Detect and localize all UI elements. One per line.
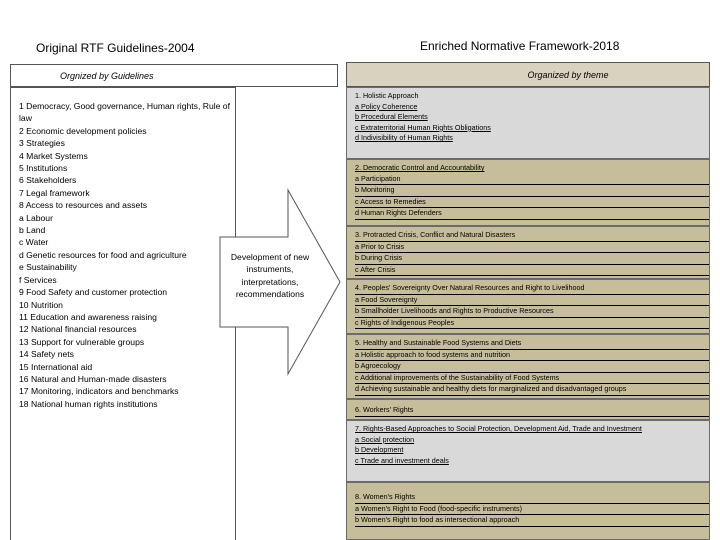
guideline-item: c Water bbox=[19, 237, 49, 248]
guideline-item: 16 Natural and Human-made disasters bbox=[19, 373, 167, 384]
theme-item: c Extraterritorial Human Rights Obligations bbox=[355, 122, 491, 132]
theme-section-5 bbox=[346, 334, 710, 399]
theme-section-8 bbox=[346, 482, 710, 540]
guideline-item: 4 Market Systems bbox=[19, 150, 88, 161]
guideline-item: 12 National financial resources bbox=[19, 324, 137, 335]
theme-title: 7. Rights-Based Approaches to Social Protection, Development Aid, Trade and Investment bbox=[355, 424, 642, 433]
guideline-item: 9 Food Safety and customer protection bbox=[19, 287, 168, 298]
theme-item: b Monitoring bbox=[355, 185, 709, 197]
theme-title: 2. Democratic Control and Accountability bbox=[355, 163, 485, 172]
guideline-item: a Labour bbox=[19, 212, 53, 223]
guideline-item: b Land bbox=[19, 225, 46, 236]
guideline-item: 6 Stakeholders bbox=[19, 175, 77, 186]
theme-item: c Access to Remedies bbox=[355, 197, 709, 209]
theme-item: c Rights of Indigenous Peoples bbox=[355, 318, 709, 330]
theme-item: d Human Rights Defenders bbox=[355, 208, 709, 220]
guideline-item: 14 Safety nets bbox=[19, 349, 74, 360]
guideline-item: d Genetic resources for food and agriculture bbox=[19, 249, 187, 260]
guideline-item: 8 Access to resources and assets bbox=[19, 200, 148, 211]
theme-title: 1. Holistic Approach bbox=[355, 91, 419, 100]
theme-item: b Development bbox=[355, 445, 404, 455]
theme-item: c After Crisis bbox=[355, 265, 709, 277]
theme-item: d Indivisibility of Human Rights bbox=[355, 133, 453, 143]
guideline-item: 7 Legal framework bbox=[19, 187, 90, 198]
theme-title: 6. Workers' Rights bbox=[355, 405, 709, 417]
theme-title: 8. Women's Rights bbox=[355, 492, 709, 504]
theme-item: a Food Sovereignty bbox=[355, 295, 709, 307]
theme-item: b Procedural Elements bbox=[355, 112, 428, 122]
right-subheader bbox=[346, 62, 710, 87]
left-column-title: Original RTF Guidelines-2004 bbox=[36, 41, 195, 55]
guideline-item: 18 National human rights institutions bbox=[19, 398, 158, 409]
guideline-item: 3 Strategies bbox=[19, 138, 65, 149]
guideline-item: 1 Democracy, Good governance, Human rights, Rule of law bbox=[19, 101, 230, 124]
theme-section-3 bbox=[346, 226, 710, 279]
left-subheader-label: Orgnized by Guidelines bbox=[60, 70, 154, 81]
theme-item: a Policy Coherence bbox=[355, 101, 418, 111]
guideline-item: 11 Education and awareness raising bbox=[19, 311, 157, 322]
guideline-item: 5 Institutions bbox=[19, 163, 68, 174]
theme-section-6 bbox=[346, 399, 710, 420]
theme-title: 3. Protracted Crisis, Conflict and Natural Disasters bbox=[355, 230, 709, 242]
theme-item: b Agroecology bbox=[355, 361, 709, 373]
theme-item: a Women's Right to Food (food-specific instruments) bbox=[355, 504, 709, 516]
right-subheader-label: Organized by theme bbox=[527, 69, 609, 80]
theme-item: b During Crisis bbox=[355, 253, 709, 265]
theme-item: c Trade and investment deals bbox=[355, 455, 449, 465]
guideline-item: 13 Support for vulnerable groups bbox=[19, 336, 145, 347]
theme-item: d Achieving sustainable and healthy diets for marginalized and disadvantaged groups bbox=[355, 384, 709, 396]
theme-item: a Social protection bbox=[355, 434, 415, 444]
theme-item: b Smallholder Livelihoods and Rights to Productive Resources bbox=[355, 306, 709, 318]
right-column-title: Enriched Normative Framework-2018 bbox=[420, 39, 620, 53]
theme-title: 4. Peoples' Sovereignty Over Natural Resources and Right to Livelihood bbox=[355, 283, 709, 295]
guideline-item: 10 Nutrition bbox=[19, 299, 63, 310]
guidelines-list bbox=[19, 100, 235, 410]
theme-item: a Prior to Crisis bbox=[355, 242, 709, 254]
theme-title: 5. Healthy and Sustainable Food Systems and Diets bbox=[355, 338, 709, 350]
theme-item: c Additional improvements of the Sustainability of Food Systems bbox=[355, 373, 709, 385]
theme-section-4 bbox=[346, 279, 710, 334]
arrow-label: Development of new instruments, interpretations, recommendations bbox=[230, 252, 310, 300]
theme-item: a Holistic approach to food systems and nutrition bbox=[355, 350, 709, 362]
theme-section-7 bbox=[346, 420, 710, 482]
guideline-item: e Sustainability bbox=[19, 262, 77, 273]
theme-section-1 bbox=[346, 87, 710, 159]
theme-section-2 bbox=[346, 159, 710, 226]
guidelines-list-box bbox=[10, 87, 236, 540]
theme-item: a Participation bbox=[355, 174, 709, 186]
guideline-item: 15 International aid bbox=[19, 361, 93, 372]
guideline-item: f Services bbox=[19, 274, 57, 285]
guideline-item: 17 Monitoring, indicators and benchmarks bbox=[19, 386, 179, 397]
left-subheader bbox=[10, 64, 338, 87]
theme-item: b Women's Right to food as intersectional approach bbox=[355, 515, 709, 527]
guideline-item: 2 Economic development policies bbox=[19, 125, 147, 136]
